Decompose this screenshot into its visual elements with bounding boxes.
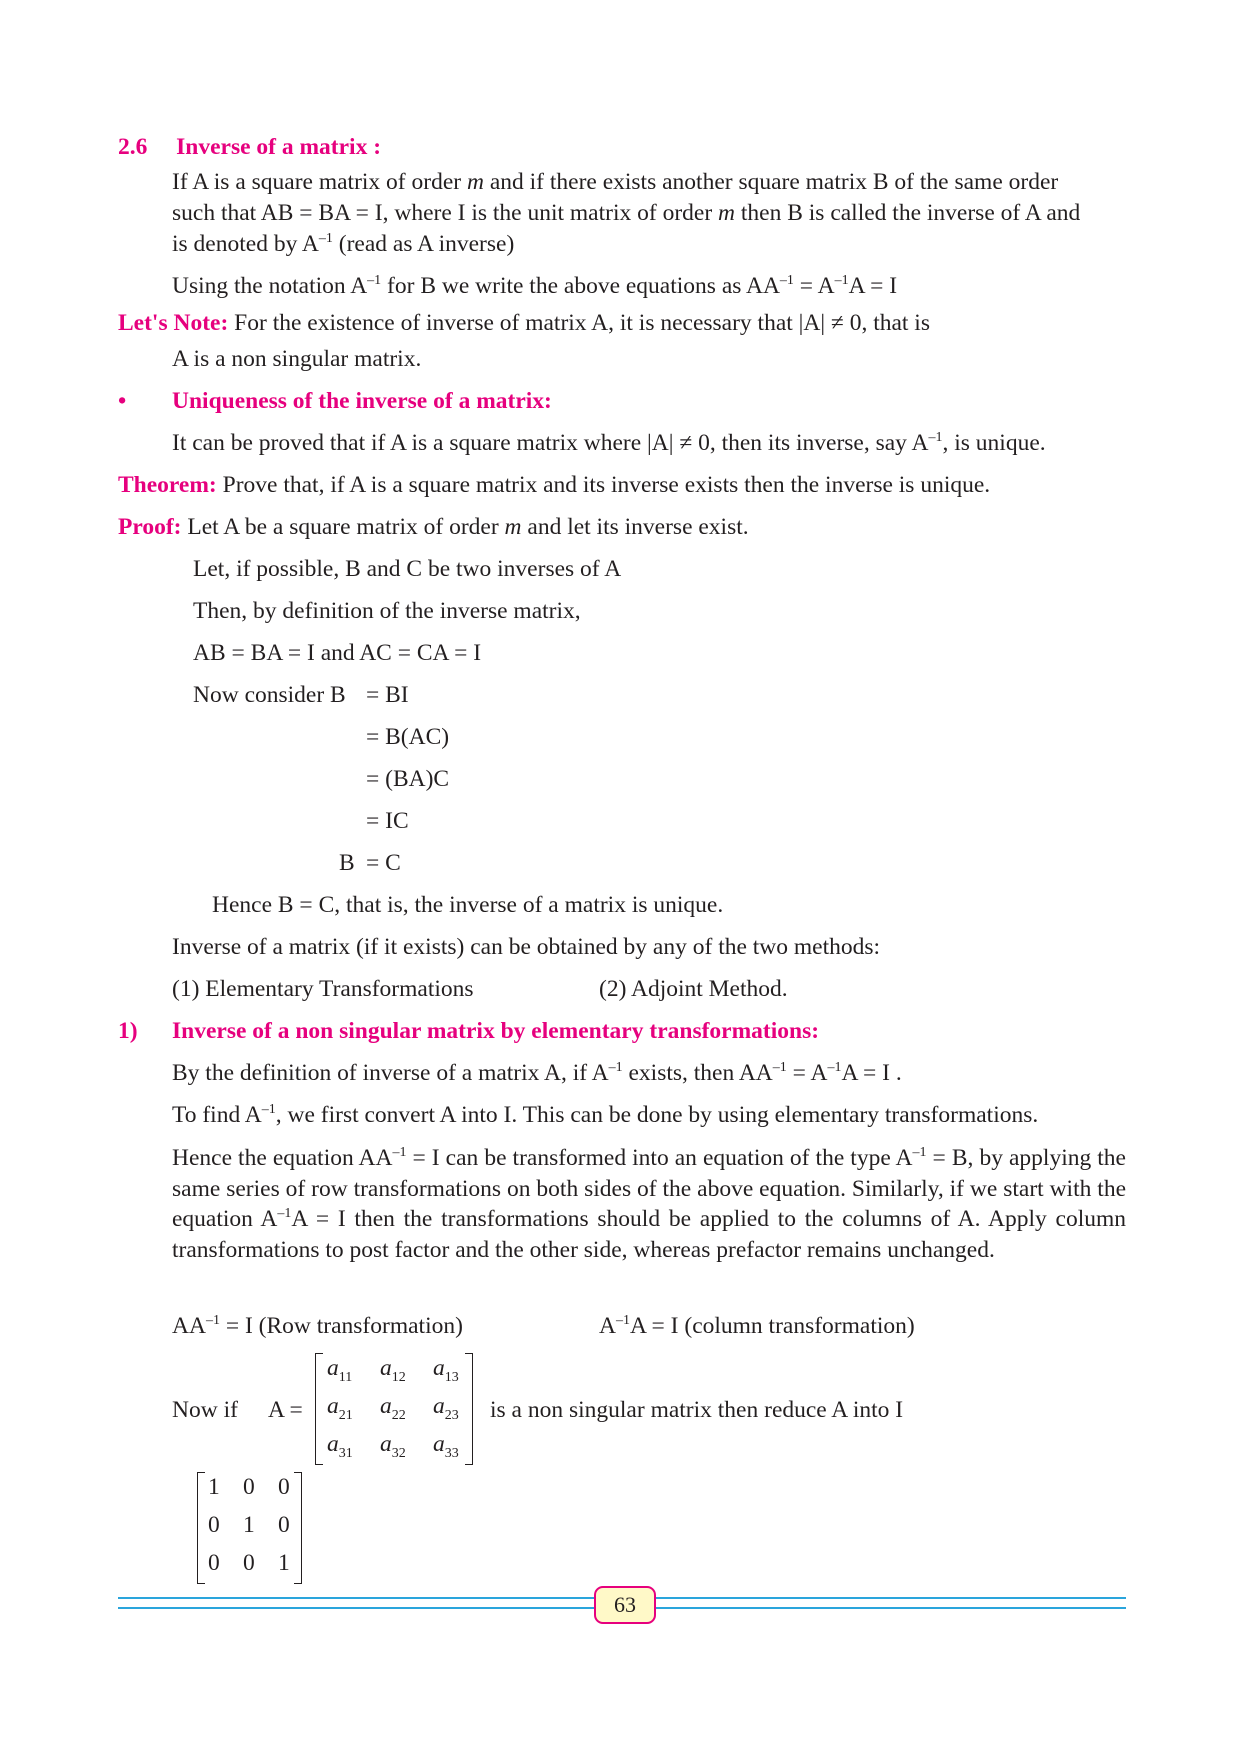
notation-line: Using the notation $A^{-1}$ for B we write the above equations as $AA^{-1} = A^{-1}A = I$ — [172, 273, 898, 299]
identity-cell: 0 — [278, 1512, 290, 1538]
identity-cell: 0 — [208, 1512, 220, 1538]
elementary-find: To find $A^{-1}$, we first convert A into I. This can be done by using elementary transformations. — [172, 1102, 1039, 1128]
consider-label: Now consider B — [193, 682, 346, 708]
elementary-title: Inverse of a non singular matrix by elementary transformations: — [172, 1018, 820, 1044]
identity-cell: 0 — [208, 1550, 220, 1576]
section-title: Inverse of a matrix : — [176, 134, 382, 160]
matrix-a-right-bracket — [465, 1353, 473, 1465]
uniqueness-text: It can be proved that if A is a square matrix where |A| ≠ 0, then its inverse, say $A^{-1}$, is unique. — [172, 430, 1046, 456]
equation-3: = (BA)C — [366, 766, 450, 792]
final-rhs: = C — [366, 850, 401, 876]
bullet: • — [118, 388, 127, 414]
matrix-a-cell: $a_{33}$ — [433, 1431, 459, 1461]
matrix-a-cell: $a_{11}$ — [327, 1355, 353, 1385]
intro-line-3: is denoted by $A^{-1}$ (read as A inverse) — [172, 231, 515, 257]
elementary-number: 1) — [118, 1018, 138, 1044]
identity-cell: 1 — [278, 1550, 290, 1576]
equation-2: = B(AC) — [366, 724, 450, 750]
matrix-a — [315, 1353, 473, 1465]
proof-step-2: Then, by definition of the inverse matrix, — [193, 598, 581, 624]
matrix-a-cell: $a_{21}$ — [327, 1393, 353, 1423]
elementary-heading — [118, 1016, 820, 1047]
matrix-a-cell: $a_{12}$ — [380, 1355, 406, 1385]
identity-right-bracket — [294, 1472, 302, 1584]
after-matrix-text: is a non singular matrix then reduce A into I — [490, 1397, 904, 1423]
matrix-a-left-bracket — [315, 1353, 323, 1465]
equation-1: = BI — [366, 682, 409, 708]
matrix-a-cell: $a_{31}$ — [327, 1431, 353, 1461]
proof-step-1: Let, if possible, B and C be two inverses of A — [193, 556, 622, 582]
intro-line-2: such that AB = BA = I, where I is the unit matrix of order m then B is called the inverse of A and — [172, 200, 1081, 226]
elementary-paragraph: Hence the equation $AA^{-1} = I$ can be transformed into an equation of the type $A^{-1} = B$, by applying the same series of row transformations on both sides of the above equation. Similarly, if we start with the equation $A^{-1}A = I$ then the transformations should be applied to the columns of A. Apply column transformations to post factor and the other side, whereas prefactor remains unchanged. — [172, 1145, 1127, 1263]
method-2: (2) Adjoint Method. — [599, 976, 788, 1002]
theorem-label: Theorem: — [118, 472, 217, 498]
page-number: 63 — [594, 1586, 656, 1624]
uniqueness-heading — [118, 386, 552, 417]
proof-label: Proof: — [118, 514, 182, 540]
identity-cell: 1 — [243, 1512, 255, 1538]
elementary-definition: By the definition of inverse of a matrix A, if $A^{-1}$ exists, then $AA^{-1} = A^{-1}A = I$ . — [172, 1060, 902, 1086]
identity-matrix — [197, 1472, 302, 1584]
now-if: Now if — [172, 1397, 238, 1423]
identity-left-bracket — [197, 1472, 205, 1584]
identity-cell: 1 — [208, 1474, 220, 1500]
proof-conclusion: Hence B = C, that is, the inverse of a matrix is unique. — [212, 892, 724, 918]
method-1: (1) Elementary Transformations — [172, 976, 474, 1002]
matrix-a-cell: $a_{22}$ — [380, 1393, 406, 1423]
identity-cell: 0 — [243, 1474, 255, 1500]
section-number: 2.6 — [118, 134, 148, 160]
uniqueness-title: Uniqueness of the inverse of a matrix: — [172, 388, 552, 414]
methods-intro: Inverse of a matrix (if it exists) can be obtained by any of the two methods: — [172, 934, 881, 960]
equation-4: = IC — [366, 808, 409, 834]
matrix-a-cell: $a_{23}$ — [433, 1393, 459, 1423]
matrix-a-cell: $a_{32}$ — [380, 1431, 406, 1461]
intro-line-1: If A is a square matrix of order m and if there exists another square matrix B of the same order — [172, 169, 1059, 195]
matrix-a-cell: $a_{13}$ — [433, 1355, 459, 1385]
note-label: Let's Note: — [118, 310, 229, 336]
final-lhs: B — [339, 850, 355, 876]
theorem: Theorem: Prove that, if A is a square matrix and its inverse exists then the inverse is unique. — [118, 472, 991, 498]
lets-note: Let's Note: For the existence of inverse of matrix A, it is necessary that |A| ≠ 0, that is — [118, 310, 930, 336]
identity-cell: 0 — [243, 1550, 255, 1576]
proof: Proof: Let A be a square matrix of order m and let its inverse exist. — [118, 514, 749, 540]
column-transformation: $A^{-1}A = I$ (column transformation) — [599, 1313, 915, 1339]
identity-cell: 0 — [278, 1474, 290, 1500]
section-heading — [118, 132, 381, 163]
row-transformation: $AA^{-1} = I$ (Row transformation) — [172, 1313, 463, 1339]
a-equals: A = — [268, 1397, 303, 1423]
proof-step-3: AB = BA = I and AC = CA = I — [193, 640, 482, 666]
note-line-2: A is a non singular matrix. — [172, 346, 422, 372]
